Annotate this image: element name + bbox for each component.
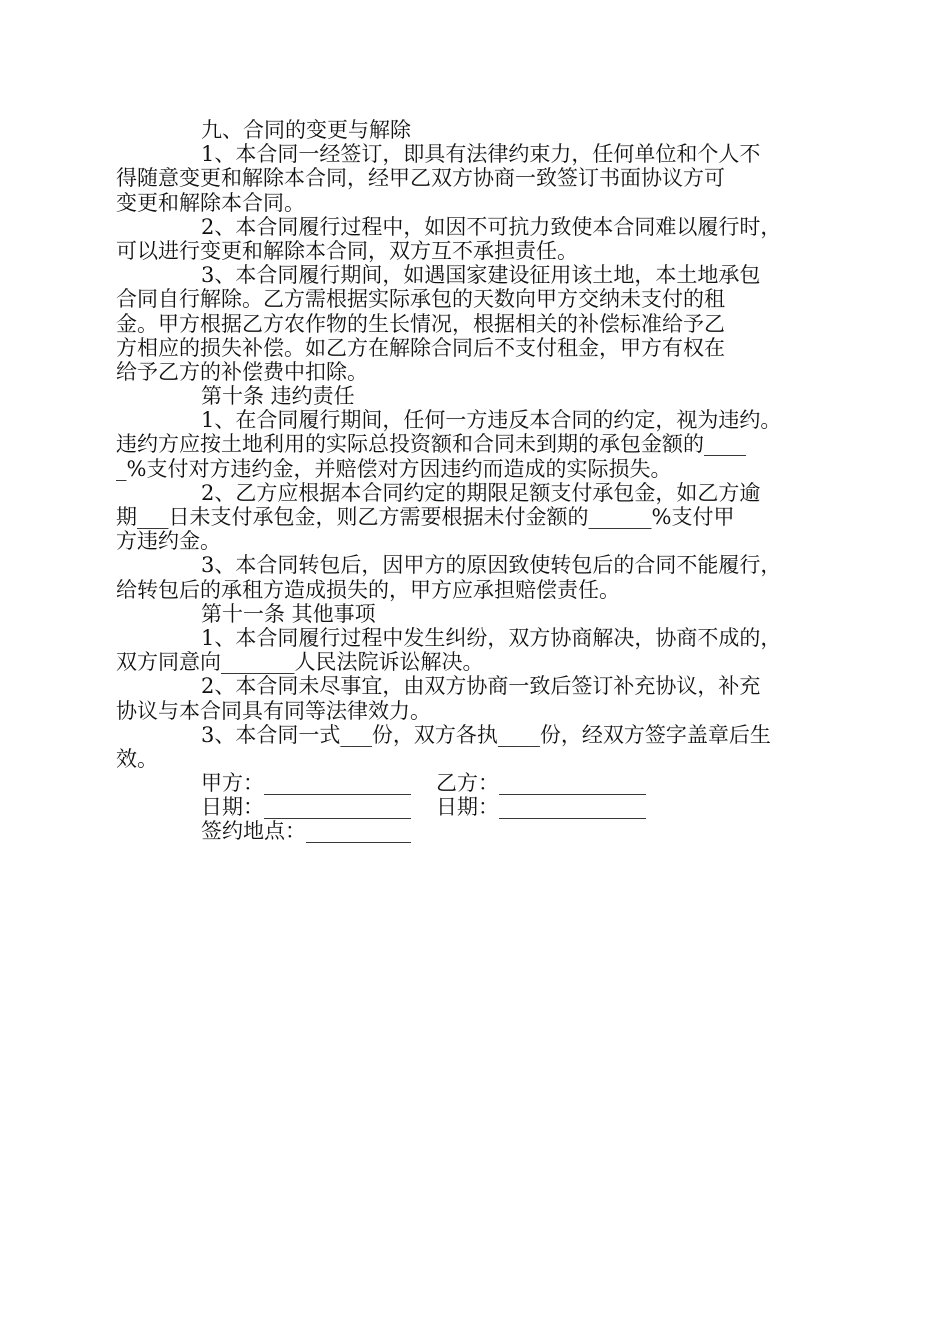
paragraph-line: 效。 <box>116 746 158 771</box>
paragraph-line: 方相应的损失补偿。如乙方在解除合同后不支付租金，甲方有权在 <box>116 335 725 360</box>
paragraph-line: 给转包后的承租方造成损失的，甲方应承担赔偿责任。 <box>116 577 620 602</box>
contract-page <box>116 118 816 844</box>
paragraph-line: 2、本合同未尽事宜，由双方协商一致后签订补充协议，补充 <box>201 674 761 699</box>
paragraph-line: 违约方应按土地利用的实际总投资额和合同未到期的承包金额的____ <box>116 432 746 457</box>
paragraph-line: 合同自行解除。乙方需根据实际承包的天数向甲方交纳未支付的租 <box>116 287 725 312</box>
paragraph-line: 3、本合同转包后，因甲方的原因致使转包后的合同不能履行， <box>201 553 782 578</box>
paragraph-line: _%支付对方违约金，并赔偿对方因违约而造成的实际损失。 <box>116 456 672 481</box>
paragraph-line: 双方同意向_______人民法院诉讼解决。 <box>116 650 484 675</box>
paragraph-line: 协议与本合同具有同等法律效力。 <box>116 698 431 723</box>
signature-block <box>116 771 816 844</box>
section-heading-amendment: 九、合同的变更与解除 <box>201 118 411 142</box>
paragraph-line: 可以进行变更和解除本合同，双方互不承担责任。 <box>116 238 578 263</box>
paragraph-line: 1、本合同履行过程中发生纠纷，双方协商解决，协商不成的， <box>201 625 782 650</box>
paragraph-line: 3、本合同履行期间，如遇国家建设征用该土地，本土地承包 <box>201 263 761 288</box>
paragraph-line: 给予乙方的补偿费中扣除。 <box>116 359 368 384</box>
signing-place-field: 签约地点：__________ <box>201 819 411 844</box>
party-b-field: 乙方：______________ <box>436 771 646 796</box>
signature-row-dates <box>116 795 816 819</box>
paragraph-line: 期___日未支付承包金，则乙方需要根据未付金额的______%支付甲 <box>116 505 735 529</box>
signature-row-parties <box>116 771 816 795</box>
paragraph-line: 2、本合同履行过程中，如因不可抗力致使本合同难以履行时， <box>201 214 782 239</box>
signature-row-place <box>116 819 816 843</box>
paragraph-line: 方违约金。 <box>116 529 221 554</box>
party-a-field: 甲方：______________ <box>201 771 411 796</box>
paragraph-line: 1、在合同履行期间，任何一方违反本合同的约定，视为违约。 <box>201 408 782 433</box>
contract-body <box>116 118 816 771</box>
section-heading-other: 第十一条 其他事项 <box>201 601 376 626</box>
paragraph-line: 得随意变更和解除本合同，经甲乙双方协商一致签订书面协议方可 <box>116 166 725 191</box>
paragraph-line: 变更和解除本合同。 <box>116 190 305 215</box>
paragraph-line: 3、本合同一式___份，双方各执____份，经双方签字盖章后生 <box>201 722 771 747</box>
paragraph-line: 1、本合同一经签订，即具有法律约束力，任何单位和个人不 <box>201 142 761 167</box>
paragraph-line: 金。甲方根据乙方农作物的生长情况，根据相关的补偿标准给予乙 <box>116 311 725 336</box>
section-heading-breach: 第十条 违约责任 <box>201 384 355 409</box>
paragraph-line: 2、乙方应根据本合同约定的期限足额支付承包金，如乙方逾 <box>201 480 761 505</box>
date-b-field: 日期：______________ <box>436 795 646 820</box>
date-a-field: 日期：______________ <box>201 795 411 820</box>
